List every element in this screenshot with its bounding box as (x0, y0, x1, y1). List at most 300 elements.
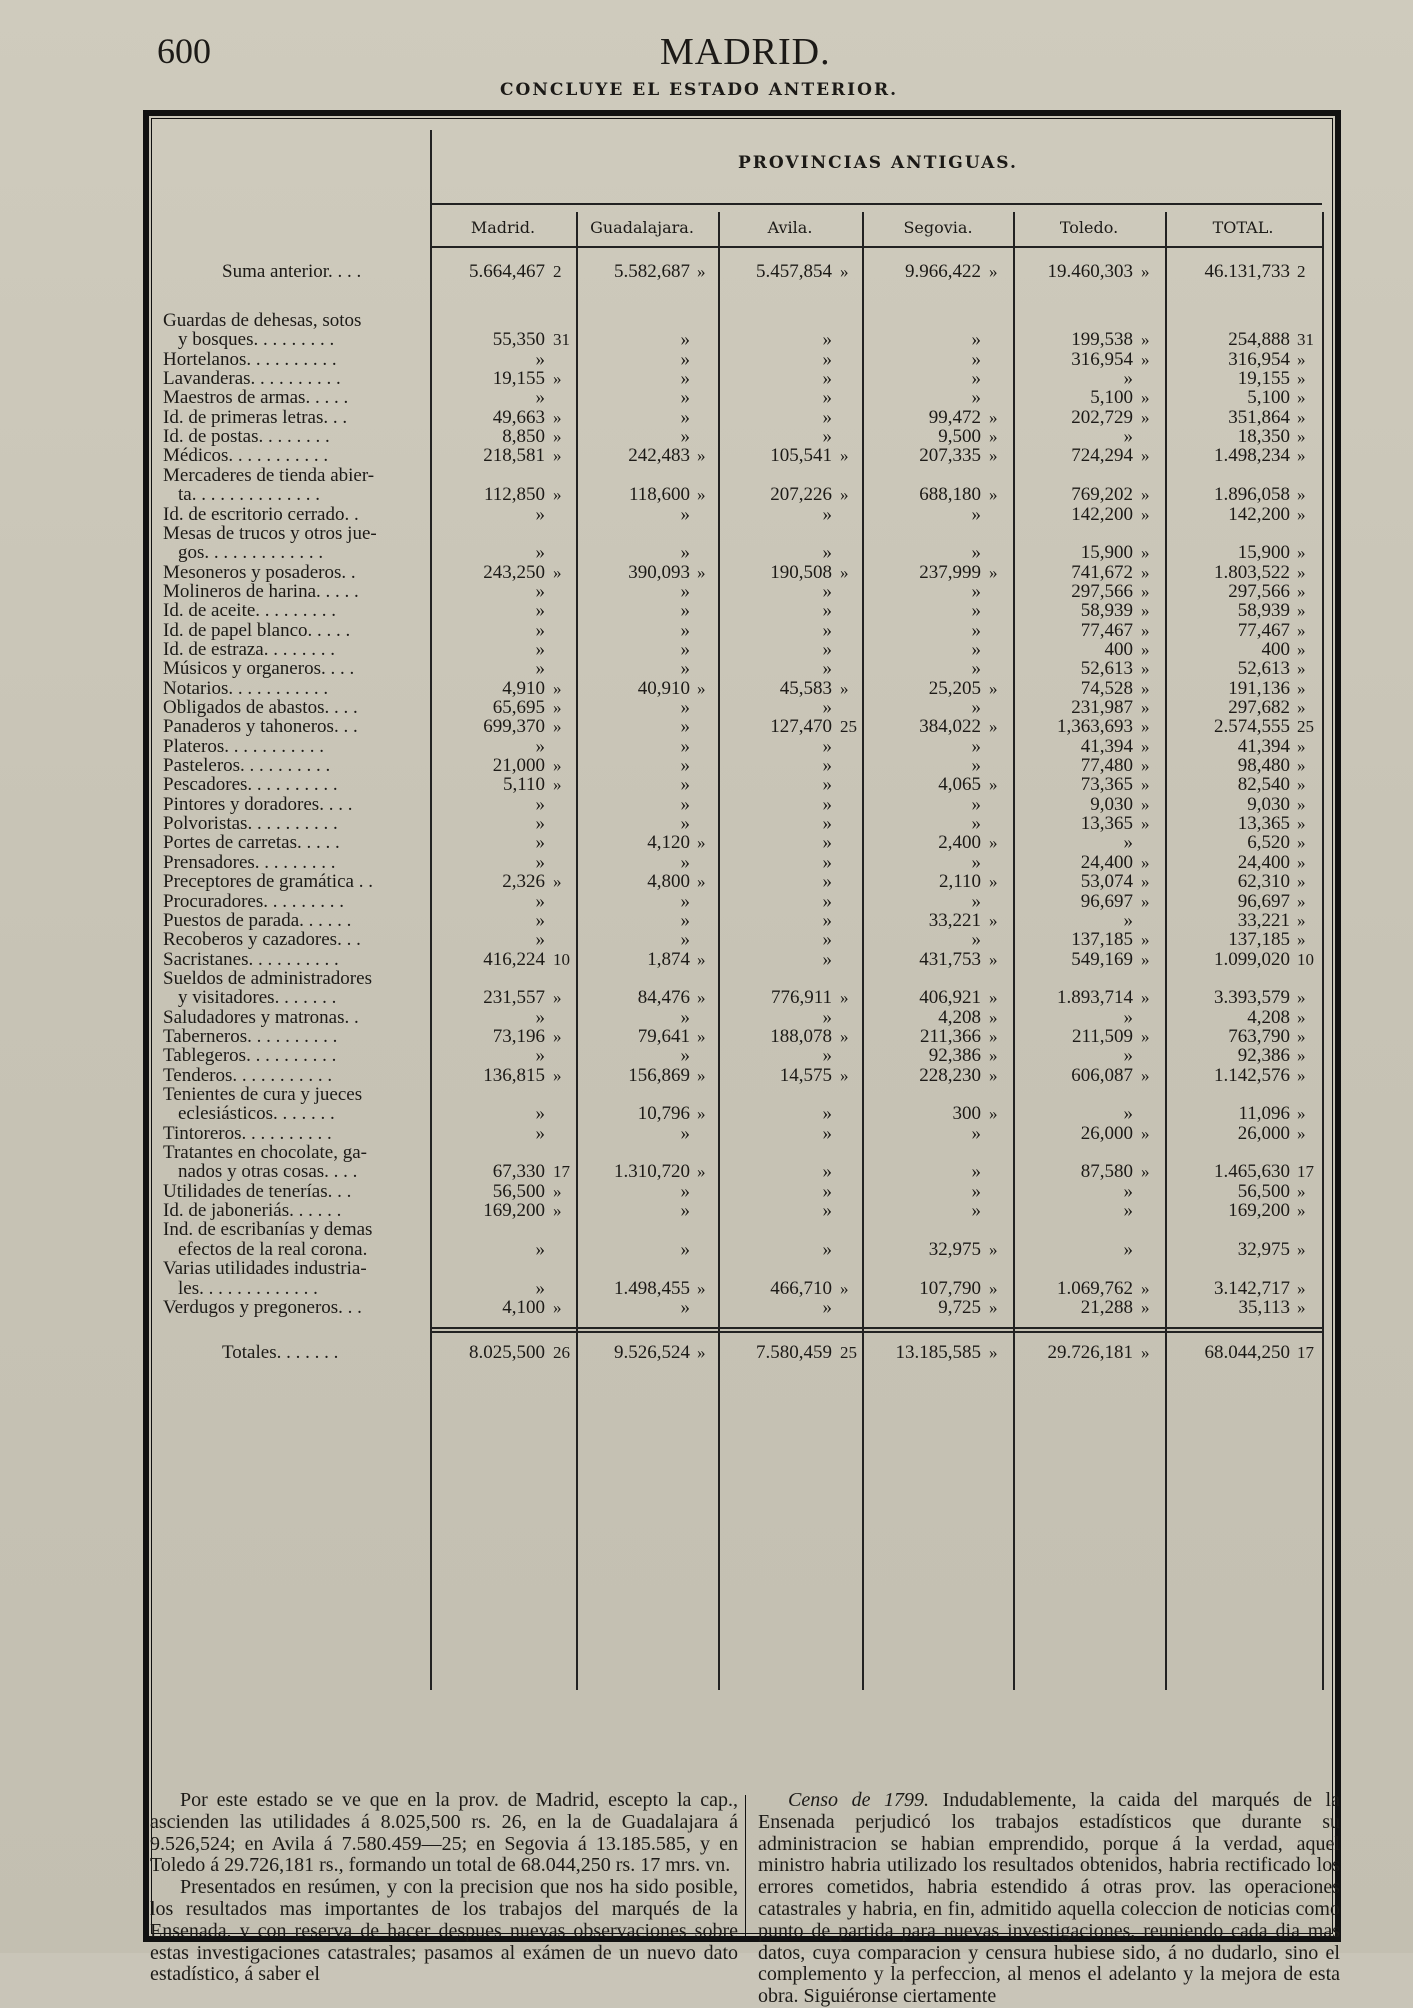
paragraph-census: Indudablemente, la caida del marqués de la Ensenada perjudicó los trabajos estadísticos que durante su administracion se habian emprendido, porque á la verdad, aquel ministro habria utilizado los resultados obtenidos, habria rectificado los errores cometidos, habria estendido á otras prov. las operaciones catastrales y habria, en fin, admitido aquella coleccion de noticias como punto de partida para nuevas investigaciones, reuniendo cada dia mas datos, cuya comparacion y censura hubiese sido, á no dudarlo, sino el complemento y la perfeccion, al menos el adelanto y la mejora de esta obra. Siguiéronse ciertamente (758, 1789, 1340, 2008)
table-cell-value: » (680, 368, 690, 390)
table-cell-value: 118,600 (628, 484, 690, 506)
table-cell-mrs: » (1141, 639, 1150, 659)
table-cell-mrs: » (1141, 407, 1150, 427)
table-cell-mrs: » (1297, 581, 1306, 601)
table-cell-mrs: » (1297, 1181, 1306, 1201)
table-cell-value: 242,483 (628, 445, 690, 467)
table-cell-mrs: » (840, 1278, 849, 1298)
table-cell-value: 3.393,579 (1214, 987, 1290, 1009)
table-cell-value: » (971, 1200, 981, 1222)
table-cell-mrs: » (1297, 543, 1306, 563)
table-cell-mrs: » (989, 407, 998, 427)
table-cell-value: 1.310,720 (614, 1161, 690, 1183)
table-cell-value: » (822, 1006, 832, 1028)
table-cell-mrs: » (840, 562, 849, 582)
table-cell-mrs: » (1141, 388, 1150, 408)
table-cell-value: 549,169 (1071, 948, 1133, 970)
table-cell-value: 52,613 (1080, 658, 1133, 680)
table-cell-mrs: » (1297, 349, 1306, 369)
table-cell-value: 169,200 (1228, 1200, 1290, 1222)
table-cell-mrs: 25 (840, 717, 857, 737)
table-cell-value: » (822, 1103, 832, 1125)
table-cell-value: 207,335 (919, 445, 981, 467)
table-cell-value: 699,370 (483, 716, 545, 738)
left-column-text (150, 1790, 738, 1986)
table-cell-value: » (1123, 1006, 1133, 1028)
table-cell-mrs: » (1141, 543, 1150, 563)
table-cell-value: 316,954 (1071, 348, 1133, 370)
table-cell-mrs: 25 (1297, 717, 1314, 737)
table-cell-value: 24,400 (1237, 851, 1290, 873)
table-cell-value: » (822, 406, 832, 428)
table-cell-value: » (822, 1161, 832, 1183)
table-cell-value: » (822, 426, 832, 448)
table-cell-value: 400 (1104, 638, 1133, 660)
table-cell-value: 67,330 (492, 1161, 545, 1183)
table-cell-value: 87,580 (1080, 1161, 1133, 1183)
table-cell-value: » (822, 948, 832, 970)
table-cell-mrs: 31 (1297, 330, 1314, 350)
table-cell-value: 29.726,181 (1047, 1342, 1133, 1364)
table-cell-value: 1.803,522 (1214, 561, 1290, 583)
table-cell-value: » (535, 890, 545, 912)
table-cell-value: 1.142,576 (1214, 1064, 1290, 1086)
table-cell-mrs: » (989, 775, 998, 795)
table-cell-value: » (822, 503, 832, 525)
row-label: Id. de postas. . . . . . . . (163, 427, 330, 447)
row-label: Tintoreros. . . . . . . . . . (163, 1123, 332, 1143)
table-cell-value: » (822, 793, 832, 815)
table-cell-value: » (535, 348, 545, 370)
row-label: y visitadores. . . . . . . (178, 988, 337, 1008)
table-cell-value: 41,394 (1237, 735, 1290, 757)
table-cell-value: » (535, 503, 545, 525)
table-cell-mrs: » (989, 872, 998, 892)
row-label: Id. de estraza. . . . . . . . (163, 639, 335, 659)
table-cell-value: 1.099,020 (1214, 948, 1290, 970)
table-cell-mrs: » (1297, 620, 1306, 640)
table-cell-value: » (971, 329, 981, 351)
table-cell-value: » (1123, 426, 1133, 448)
table-cell-mrs: » (989, 446, 998, 466)
table-cell-value: » (822, 542, 832, 564)
row-label: Plateros. . . . . . . . . . . (163, 736, 324, 756)
table-cell-value: » (680, 348, 690, 370)
table-cell-value: » (535, 851, 545, 873)
table-cell-mrs: » (1141, 698, 1150, 717)
table-cell-value: 26,000 (1080, 1122, 1133, 1144)
table-cell-value: » (1123, 1238, 1133, 1260)
table-cell-mrs: » (697, 1278, 706, 1298)
table-cell-mrs: » (1141, 717, 1150, 737)
table-cell-value: » (822, 832, 832, 854)
table-cell-value: » (822, 1180, 832, 1202)
table-cell-mrs: » (1297, 833, 1306, 853)
row-label: Polvoristas. . . . . . . . . . (163, 814, 338, 834)
table-cell-mrs: » (553, 717, 562, 737)
totals-rule-2 (430, 1331, 1322, 1333)
table-cell-mrs: » (553, 369, 562, 389)
table-cell-mrs: » (1141, 949, 1150, 969)
table-cell-value: 769,202 (1071, 484, 1133, 506)
table-cell-mrs: » (989, 910, 998, 930)
table-cell-value: 741,672 (1071, 561, 1133, 583)
table-cell-value: » (535, 735, 545, 757)
table-cell-value: 73,196 (492, 1025, 545, 1047)
table-cell-value: 297,682 (1228, 697, 1290, 718)
table-cell-value: » (971, 619, 981, 641)
table-cell-value: 77,480 (1080, 755, 1133, 777)
table-cell-value: » (822, 1122, 832, 1144)
table-cell-mrs: » (1297, 485, 1306, 505)
table-cell-value: 77,467 (1080, 619, 1133, 641)
table-cell-mrs: » (1141, 1297, 1150, 1317)
table-cell-mrs: » (1297, 1239, 1306, 1259)
table-cell-mrs: » (1141, 349, 1150, 369)
table-cell-mrs: » (989, 949, 998, 969)
column-header: Avila. (767, 218, 813, 237)
row-label: Procuradores. . . . . . . . . (163, 891, 344, 911)
table-cell-value: 237,999 (919, 561, 981, 583)
table-cell-mrs: 26 (553, 1343, 570, 1363)
table-cell-value: » (822, 619, 832, 641)
table-cell-value: » (822, 851, 832, 873)
table-cell-value: 45,583 (779, 677, 832, 699)
table-cell-mrs: » (1297, 407, 1306, 427)
table-cell-value: » (680, 1180, 690, 1202)
table-cell-mrs: » (1141, 1278, 1150, 1298)
table-cell-value: 15,900 (1080, 542, 1133, 564)
row-label: Id. de escritorio cerrado. . (163, 504, 359, 524)
table-cell-mrs: » (553, 407, 562, 427)
table-cell-value: 92,386 (928, 1045, 981, 1067)
table-cell-value: 431,753 (919, 948, 981, 970)
table-cell-mrs: » (553, 1065, 562, 1085)
table-cell-value: » (680, 387, 690, 409)
table-cell-value: 4,065 (938, 774, 981, 796)
table-cell-value: » (971, 600, 981, 622)
table-cell-mrs: » (989, 678, 998, 698)
table-cell-mrs: » (697, 872, 706, 892)
row-label: Recoberos y cazadores. . . (163, 930, 361, 950)
column-header: Segovia. (903, 218, 973, 237)
table-cell-value: 24,400 (1080, 851, 1133, 873)
table-cell-mrs: » (697, 678, 706, 698)
table-cell-mrs: » (1141, 659, 1150, 679)
table-cell-mrs: » (1297, 1201, 1306, 1221)
table-cell-value: » (822, 580, 832, 602)
table-cell-mrs: » (553, 1181, 562, 1201)
table-cell-value: 4,208 (938, 1006, 981, 1028)
table-cell-mrs: » (1141, 1123, 1150, 1143)
table-cell-mrs: » (553, 872, 562, 892)
table-cell-value: » (971, 1161, 981, 1183)
table-cell-mrs: » (989, 1026, 998, 1046)
row-label: Molineros de harina. . . . . (163, 581, 359, 601)
table-cell-value: 9,500 (938, 426, 981, 448)
table-cell-value: » (680, 503, 690, 525)
page-title: MADRID. (660, 31, 831, 73)
table-cell-value: 416,224 (483, 948, 545, 970)
table-cell-value: 1.498,455 (614, 1277, 690, 1299)
table-cell-value: 190,508 (770, 561, 832, 583)
table-cell-mrs: » (1141, 872, 1150, 892)
table-cell-mrs: » (553, 988, 562, 1008)
table-cell-mrs: » (840, 485, 849, 505)
table-cell-mrs: » (553, 1201, 562, 1221)
row-label: gos. . . . . . . . . . . . . (178, 543, 324, 563)
table-cell-value: » (822, 387, 832, 409)
table-cell-value: 1.498,234 (1214, 445, 1290, 467)
table-cell-mrs: » (697, 1104, 706, 1124)
table-cell-value: 32,975 (928, 1238, 981, 1260)
table-cell-mrs: » (553, 775, 562, 795)
table-cell-mrs: » (1141, 485, 1150, 505)
table-cell-mrs: » (1297, 910, 1306, 930)
table-cell-value: » (971, 580, 981, 602)
table-cell-value: 211,366 (919, 1025, 981, 1047)
table-cell-mrs: » (553, 427, 562, 447)
table-cell-mrs: » (840, 446, 849, 466)
row-label: Pintores y doradores. . . . (163, 794, 353, 814)
row-label: efectos de la real corona. (178, 1239, 368, 1259)
table-cell-value: 169,200 (483, 1200, 545, 1222)
table-cell-value: » (822, 658, 832, 680)
table-cell-value: 84,476 (637, 987, 690, 1009)
table-cell-value: 2,326 (502, 871, 545, 893)
table-cell-value: 14,575 (779, 1064, 832, 1086)
table-cell-value: 13.185,585 (895, 1342, 981, 1364)
row-label: Portes de carretas. . . . . (163, 833, 340, 853)
table-cell-value: » (535, 658, 545, 680)
table-cell-value: 56,500 (1237, 1180, 1290, 1202)
row-label: Verdugos y pregoneros. . . (163, 1297, 362, 1317)
table-cell-mrs: » (697, 446, 706, 466)
table-cell-value: 142,200 (1228, 503, 1290, 525)
table-cell-value: 9,030 (1090, 793, 1133, 815)
table-cell-value: 105,541 (770, 445, 832, 467)
table-cell-value: » (680, 735, 690, 757)
table-cell-value: 82,540 (1237, 774, 1290, 796)
table-cell-value: » (1123, 1045, 1133, 1067)
table-cell-value: » (535, 1045, 545, 1067)
table-cell-value: » (680, 697, 690, 718)
table-cell-value: » (680, 813, 690, 835)
table-cell-value: 99,472 (928, 406, 981, 428)
table-cell-value: 41,394 (1080, 735, 1133, 757)
table-cell-mrs: » (989, 562, 998, 582)
table-cell-mrs: » (697, 1065, 706, 1085)
table-cell-value: 776,911 (770, 987, 832, 1009)
table-cell-mrs: » (1141, 814, 1150, 834)
table-cell-value: » (1123, 1180, 1133, 1202)
table-cell-mrs: » (989, 1007, 998, 1027)
row-label: Ind. de escribanías y demas (163, 1220, 373, 1240)
table-cell-value: 127,470 (770, 716, 832, 738)
table-cell-value: 52,613 (1237, 658, 1290, 680)
table-cell-mrs: » (1141, 756, 1150, 776)
table-cell-value: 9,030 (1247, 793, 1290, 815)
table-cell-value: 243,250 (483, 561, 545, 583)
table-cell-value: » (680, 619, 690, 641)
table-cell-value: » (680, 1296, 690, 1318)
row-label: Utilidades de tenerías. . . (163, 1181, 352, 1201)
table-cell-mrs: » (1297, 504, 1306, 524)
table-cell-mrs: » (1297, 369, 1306, 389)
table-cell-value: 188,078 (770, 1025, 832, 1047)
table-cell-value: » (535, 580, 545, 602)
row-label: Pescadores. . . . . . . . . . (163, 775, 338, 795)
table-cell-mrs: » (1297, 446, 1306, 466)
table-cell-mrs: » (1141, 988, 1150, 1008)
table-cell-value: 191,136 (1228, 677, 1290, 699)
row-label: nados y otras cosas. . . . (178, 1162, 358, 1182)
table-cell-mrs: 17 (1297, 1343, 1314, 1363)
table-cell-value: » (680, 890, 690, 912)
table-cell-mrs: 10 (553, 949, 570, 969)
table-cell-value: 65,695 (492, 697, 545, 718)
table-cell-value: 351,864 (1228, 406, 1290, 428)
table-cell-value: 33,221 (1237, 909, 1290, 931)
table-cell-value: 74,528 (1080, 677, 1133, 699)
table-cell-value: » (680, 851, 690, 873)
table-cell-mrs: » (989, 1046, 998, 1066)
table-cell-value: 58,939 (1237, 600, 1290, 622)
table-cell-value: » (535, 638, 545, 660)
table-cell-mrs: » (840, 678, 849, 698)
row-label: Varias utilidades industria- (163, 1259, 367, 1279)
table-cell-value: 33,221 (928, 909, 981, 931)
row-label: Guardas de dehesas, sotos (163, 311, 362, 330)
table-cell-value: 18,350 (1237, 426, 1290, 448)
table-cell-mrs: » (1297, 1123, 1306, 1143)
table-cell-mrs: » (553, 756, 562, 776)
row-label: Mesas de trucos y otros jue- (163, 523, 377, 543)
row-label: Obligados de abastos. . . . (163, 698, 358, 717)
table-cell-value: 40,910 (637, 677, 690, 699)
row-label: Médicos. . . . . . . . . . . (163, 446, 329, 466)
row-label: Mesoneros y posaderos. . (163, 562, 356, 582)
column-header: Madrid. (470, 218, 536, 237)
table-cell-value: 297,566 (1071, 580, 1133, 602)
table-cell-value: 25,205 (928, 677, 981, 699)
row-label: Notarios. . . . . . . . . . . (163, 678, 329, 698)
table-cell-value: » (971, 697, 981, 718)
table-cell-mrs: » (1297, 1104, 1306, 1124)
table-cell-value: » (971, 348, 981, 370)
table-cell-value: 55,350 (492, 329, 545, 351)
table-cell-mrs: » (697, 1343, 706, 1363)
table-cell-mrs: » (989, 1239, 998, 1259)
table-cell-value: » (822, 929, 832, 951)
table-cell-value: » (822, 871, 832, 893)
table-cell-mrs: » (1297, 814, 1306, 834)
table-cell-value: » (822, 638, 832, 660)
table-cell-mrs: » (553, 485, 562, 505)
table-cell-value: 211,509 (1071, 1025, 1133, 1047)
row-label-sum: Suma anterior. . . . (222, 262, 362, 281)
table-cell-mrs: » (1141, 562, 1150, 582)
table-cell-mrs: » (697, 1026, 706, 1046)
table-cell-value: 1.893,714 (1057, 987, 1133, 1009)
table-cell-value: 21,000 (492, 755, 545, 777)
table-cell-value: » (535, 793, 545, 815)
table-cell-value: 2.574,555 (1214, 716, 1290, 738)
table-cell-value: » (822, 329, 832, 351)
row-label: Id. de jaboneriás. . . . . . (163, 1201, 342, 1221)
table-cell-value: 202,729 (1071, 406, 1133, 428)
row-label: y bosques. . . . . . . . . (178, 330, 335, 350)
table-cell-value: 254,888 (1228, 329, 1290, 351)
table-cell-value: 4,120 (647, 832, 690, 854)
table-cell-value: » (535, 1277, 545, 1299)
table-cell-value: » (680, 909, 690, 931)
table-cell-value: » (971, 503, 981, 525)
table-cell-value: 73,365 (1080, 774, 1133, 796)
table-cell-mrs: » (1297, 891, 1306, 911)
table-cell-value: » (822, 774, 832, 796)
census-heading: Censo de 1799. (788, 1789, 930, 1811)
table-cell-mrs: » (1141, 620, 1150, 640)
table-cell-value: 92,386 (1237, 1045, 1290, 1067)
table-cell-mrs: » (1297, 427, 1306, 447)
paragraph-summary: Por este estado se ve que en la prov. de Madrid, escepto la cap., ascienden las utilidades á 8.025,500 rs. 26, en la de Guadalajara á 9.526,524; en Avila á 7.580.459—25; en Segovia á 13.185.585, y en Toledo á 29.726,181 rs., formando un total de 68.044,250 rs. 17 mrs. vn. (150, 1789, 738, 1877)
table-cell-value: » (1123, 368, 1133, 390)
table-cell-value: 5.457,854 (756, 261, 832, 282)
table-cell-value: 5,100 (1090, 387, 1133, 409)
table-cell-value: 5.664,467 (469, 261, 545, 282)
table-cell-mrs: » (989, 1278, 998, 1298)
table-cell-mrs: » (989, 485, 998, 505)
paragraph-transition: Presentados en resúmen, y con la precision que nos ha sido posible, los resultados mas importantes de los trabajos del marqués de la Ensenada, y con reserva de hacer despues nuevas observaciones sobre estas investigaciones catastrales; pasamos al exámen de un nuevo dato estadístico, á saber el (150, 1876, 738, 1986)
table-cell-mrs: » (989, 717, 998, 737)
table-cell-value: » (535, 1006, 545, 1028)
table-cell-mrs: » (989, 988, 998, 1008)
table-cell-value: 2,110 (938, 871, 981, 893)
table-cell-value: 79,641 (637, 1025, 690, 1047)
table-cell-mrs: » (553, 1026, 562, 1046)
table-cell-value: 9.526,524 (614, 1342, 690, 1364)
table-cell-value: » (535, 600, 545, 622)
table-cell-value: » (535, 1238, 545, 1260)
table-cell-value: » (822, 909, 832, 931)
column-header: Toledo. (1059, 218, 1119, 237)
table-cell-value: 9,725 (938, 1296, 981, 1318)
table-cell-value: 1,363,693 (1057, 716, 1133, 738)
table-cell-value: » (971, 755, 981, 777)
row-label: Maestros de armas. . . . . (163, 388, 349, 408)
table-cell-value: 96,697 (1237, 890, 1290, 912)
table-cell-value: » (535, 813, 545, 835)
table-cell-value: 137,185 (1228, 929, 1290, 951)
row-label: Saludadores y matronas. . (163, 1007, 359, 1027)
right-column-text (758, 1790, 1340, 2008)
row-label: Tenientes de cura y jueces (163, 1085, 363, 1104)
table-cell-value: 137,185 (1071, 929, 1133, 951)
table-cell-value: 1,874 (647, 948, 690, 970)
row-label: Tratantes en chocolate, ga- (163, 1143, 367, 1163)
table-cell-value: 35,113 (1238, 1296, 1290, 1318)
table-cell-value: 300 (952, 1103, 981, 1125)
page-number: 600 (157, 31, 211, 71)
table-cell-value: 466,710 (770, 1277, 832, 1299)
table-cell-value: 231,557 (483, 987, 545, 1009)
table-cell-value: 136,815 (483, 1064, 545, 1086)
table-cell-value: 62,310 (1237, 871, 1290, 893)
table-cell-value: 156,869 (628, 1064, 690, 1086)
table-cell-mrs: 25 (840, 1343, 857, 1363)
row-label: Pasteleros. . . . . . . . . . (163, 756, 331, 776)
